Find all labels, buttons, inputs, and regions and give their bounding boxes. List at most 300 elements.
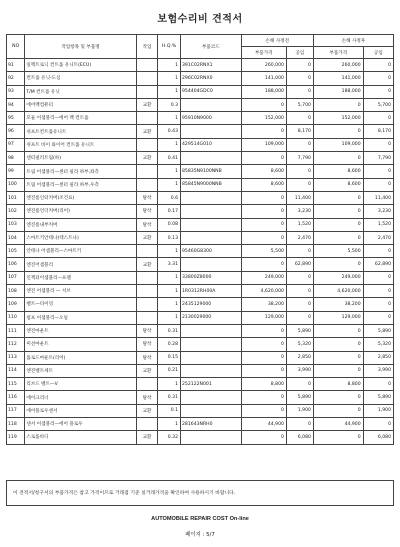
row-hq: 1 <box>158 418 181 431</box>
row-work: 교환 <box>136 98 158 111</box>
row-hq: 3.31 <box>158 258 181 271</box>
row-item: 롤로드마운트(리어) <box>25 351 136 364</box>
table-row <box>7 125 394 138</box>
row-after-part-price: 38,200 <box>313 298 363 311</box>
table-row <box>7 205 394 218</box>
row-code: 95460G8300 <box>181 245 242 258</box>
row-after-part-price: 8,600 <box>313 165 363 178</box>
table-row <box>7 245 394 258</box>
header-before-labor: 공임 <box>286 47 313 59</box>
row-no: 91 <box>7 59 25 72</box>
row-before-part-price: 0 <box>241 351 286 364</box>
row-item: 쉬프트컨트롤유니트 <box>25 125 136 138</box>
row-no: 102 <box>7 205 25 218</box>
row-item: 일렉트로닉 컨트롤 유니트(ECU) <box>25 59 136 72</box>
header-hq: H.Q.% <box>158 35 181 59</box>
row-item: 에어플로우센서 <box>25 404 136 417</box>
row-code: 954404GDC0 <box>181 85 242 98</box>
row-item: 엔진 어셈블리 — 서브 <box>25 285 136 298</box>
row-item: 트림 어셈블리—센터 필라 하부,우측 <box>25 178 136 191</box>
table-row <box>7 378 394 391</box>
row-before-labor: 0 <box>286 311 313 324</box>
row-hq: 0.43 <box>158 125 181 138</box>
row-before-part-price: 109,000 <box>241 138 286 151</box>
row-hq: 1 <box>158 245 181 258</box>
row-before-part-price: 0 <box>241 258 286 271</box>
row-after-labor: 0 <box>363 178 393 191</box>
row-before-part-price: 152,000 <box>241 112 286 125</box>
table-row <box>7 178 394 191</box>
row-work <box>136 311 158 324</box>
row-after-part-price: 249,000 <box>313 271 363 284</box>
row-code <box>181 258 242 271</box>
row-code <box>181 98 242 111</box>
row-before-part-price: 0 <box>241 125 286 138</box>
row-item: 센서 어셈블리—에어 플로우 <box>25 418 136 431</box>
row-code: 2435129000 <box>181 298 242 311</box>
row-no: 92 <box>7 72 25 85</box>
row-no: 116 <box>7 391 25 404</box>
row-before-part-price: 0 <box>241 404 286 417</box>
row-after-labor: 0 <box>363 72 393 85</box>
row-after-part-price: 0 <box>313 404 363 417</box>
row-code <box>181 205 242 218</box>
row-work: 교환 <box>136 431 158 444</box>
row-no: 119 <box>7 431 25 444</box>
row-no: 106 <box>7 258 25 271</box>
page-number: 페이지 : 5/7 <box>185 532 215 538</box>
table-row <box>7 98 394 111</box>
row-after-part-price: 0 <box>313 338 363 351</box>
row-hq: 0.31 <box>158 324 181 337</box>
row-hq: 1 <box>158 112 181 125</box>
row-before-part-price: 0 <box>241 364 286 377</box>
row-after-labor: 8,170 <box>363 125 393 138</box>
table-row <box>7 165 394 178</box>
header-code: 부품코드 <box>181 35 242 59</box>
row-hq: 1 <box>158 298 181 311</box>
row-item: 엔진룸언더커버(리어) <box>25 205 136 218</box>
row-no: 95 <box>7 112 25 125</box>
row-hq: 1 <box>158 378 181 391</box>
row-code <box>181 364 242 377</box>
row-hq: 1 <box>158 165 181 178</box>
row-no: 117 <box>7 404 25 417</box>
row-after-labor: 0 <box>363 85 393 98</box>
row-code <box>181 218 242 231</box>
row-after-part-price: 0 <box>313 364 363 377</box>
row-before-labor: 0 <box>286 112 313 125</box>
table-row <box>7 271 394 284</box>
row-hq: 0.1 <box>158 404 181 417</box>
row-code <box>181 391 242 404</box>
row-item: 엔진룸인터커버(조건표) <box>25 191 136 204</box>
table-row <box>7 231 394 244</box>
row-after-part-price: 5,500 <box>313 245 363 258</box>
row-before-labor: 6,080 <box>286 431 313 444</box>
row-work: 교환 <box>136 231 158 244</box>
row-code: 391C02RNX1 <box>181 59 242 72</box>
row-code: 85835N9100NNB <box>181 165 242 178</box>
row-no: 104 <box>7 231 25 244</box>
row-code <box>181 231 242 244</box>
row-before-labor: 3,990 <box>286 364 313 377</box>
row-no: 103 <box>7 218 25 231</box>
header-item: 작업항목 및 부품명 <box>25 35 136 59</box>
row-no: 114 <box>7 364 25 377</box>
row-after-labor: 5,700 <box>363 98 393 111</box>
row-before-labor: 0 <box>286 298 313 311</box>
row-work: 교환 <box>136 404 158 417</box>
row-after-part-price: 109,000 <box>313 138 363 151</box>
row-work: 탈착 <box>136 205 158 218</box>
row-after-labor: 1,900 <box>363 404 393 417</box>
row-hq: 0.17 <box>158 205 181 218</box>
table-body <box>7 59 394 445</box>
header-no: NO <box>7 35 25 59</box>
row-after-labor: 2,470 <box>363 231 393 244</box>
row-code <box>181 431 242 444</box>
row-before-labor: 0 <box>286 245 313 258</box>
row-hq: 0.28 <box>158 338 181 351</box>
table-row <box>7 391 394 404</box>
row-work: 탈착 <box>136 218 158 231</box>
table-row <box>7 404 394 417</box>
row-after-part-price: 8,800 <box>313 378 363 391</box>
row-after-part-price: 0 <box>313 205 363 218</box>
row-work: 교환 <box>136 125 158 138</box>
row-item: 안테나 어셈블리—스마트키 <box>25 245 136 258</box>
row-before-labor: 62,890 <box>286 258 313 271</box>
row-after-labor: 5,320 <box>363 338 393 351</box>
row-item: 스마트키안테나(텍스트나) <box>25 231 136 244</box>
row-hq: 1 <box>158 271 181 284</box>
row-before-part-price: 141,000 <box>241 72 286 85</box>
row-before-part-price: 249,000 <box>241 271 286 284</box>
header-work: 작업 <box>136 35 158 59</box>
row-after-labor: 3,230 <box>363 205 393 218</box>
row-before-part-price: 0 <box>241 205 286 218</box>
row-after-part-price: 188,000 <box>313 85 363 98</box>
row-no: 93 <box>7 85 25 98</box>
row-no: 107 <box>7 271 25 284</box>
row-work <box>136 245 158 258</box>
header-before: 손해 사정전 <box>241 35 313 47</box>
table-row <box>7 364 394 377</box>
row-before-labor: 0 <box>286 138 313 151</box>
row-no: 96 <box>7 125 25 138</box>
row-after-labor: 2,850 <box>363 351 393 364</box>
row-before-labor: 5,320 <box>286 338 313 351</box>
row-after-part-price: 0 <box>313 152 363 165</box>
row-hq: 1 <box>158 59 181 72</box>
row-item: 엔진마운트 <box>25 324 136 337</box>
row-work: 교환 <box>136 152 158 165</box>
row-before-part-price: 0 <box>241 324 286 337</box>
row-before-labor: 1,520 <box>286 218 313 231</box>
row-after-labor: 11,400 <box>363 191 393 204</box>
table-row <box>7 85 394 98</box>
row-after-labor: 1,520 <box>363 218 393 231</box>
row-after-labor: 0 <box>363 271 393 284</box>
row-after-part-price: 0 <box>313 324 363 337</box>
footer-brand: AUTOMOBILE REPAIR COST On-line <box>151 516 249 522</box>
row-hq: 0.15 <box>158 351 181 364</box>
row-after-labor: 0 <box>363 418 393 431</box>
table-row <box>7 298 394 311</box>
row-hq: 0.6 <box>158 191 181 204</box>
row-code <box>181 338 242 351</box>
row-before-part-price: 4,620,000 <box>241 285 286 298</box>
row-work <box>136 72 158 85</box>
row-hq: 0.32 <box>158 431 181 444</box>
row-before-labor: 0 <box>286 418 313 431</box>
row-work: 탈착 <box>136 351 158 364</box>
row-after-part-price: 8,600 <box>313 178 363 191</box>
row-before-part-price: 0 <box>241 231 286 244</box>
row-before-labor: 0 <box>286 285 313 298</box>
row-item: 스로틀바디 <box>25 431 136 444</box>
row-before-labor: 11,400 <box>286 191 313 204</box>
row-before-part-price: 0 <box>241 191 286 204</box>
row-before-labor: 5,890 <box>286 324 313 337</box>
row-after-labor: 5,890 <box>363 391 393 404</box>
row-code: 95910N9000 <box>181 112 242 125</box>
row-no: 94 <box>7 98 25 111</box>
row-after-part-price: 152,000 <box>313 112 363 125</box>
row-work <box>136 85 158 98</box>
row-item: 엔진어셈블리 <box>25 258 136 271</box>
row-hq: 0.21 <box>158 364 181 377</box>
row-work: 탈착 <box>136 191 158 204</box>
document-title: 보험수리비 견적서 <box>157 14 243 25</box>
row-item: 미션마운트 <box>25 338 136 351</box>
row-after-labor: 3,990 <box>363 364 393 377</box>
row-no: 110 <box>7 311 25 324</box>
estimate-table <box>6 34 394 445</box>
row-before-part-price: 44,900 <box>241 418 286 431</box>
row-code: 429514G010 <box>181 138 242 151</box>
row-before-labor: 2,470 <box>286 231 313 244</box>
row-before-part-price: 8,600 <box>241 165 286 178</box>
row-before-part-price: 5,500 <box>241 245 286 258</box>
row-after-labor: 0 <box>363 59 393 72</box>
row-before-part-price: 0 <box>241 218 286 231</box>
row-before-labor: 0 <box>286 271 313 284</box>
row-work: 교환 <box>136 364 158 377</box>
row-after-labor: 5,890 <box>363 324 393 337</box>
row-hq: 0.3 <box>158 98 181 111</box>
row-after-part-price: 0 <box>313 218 363 231</box>
row-work <box>136 418 158 431</box>
row-after-labor: 0 <box>363 378 393 391</box>
row-work <box>136 298 158 311</box>
row-before-part-price: 38,200 <box>241 298 286 311</box>
row-after-part-price: 44,900 <box>313 418 363 431</box>
header-after-part-price: 부품가격 <box>313 47 363 59</box>
row-after-labor: 0 <box>363 138 393 151</box>
row-before-labor: 0 <box>286 59 313 72</box>
row-after-part-price: 0 <box>313 431 363 444</box>
header-after-labor: 공임 <box>363 47 393 59</box>
row-before-part-price: 188,000 <box>241 85 286 98</box>
table-row <box>7 191 394 204</box>
row-work <box>136 271 158 284</box>
row-item: 에어백컴퓨터 <box>25 98 136 111</box>
row-work: 탈착 <box>136 324 158 337</box>
row-after-labor: 6,080 <box>363 431 393 444</box>
row-before-part-price: 0 <box>241 152 286 165</box>
row-hq: 0.13 <box>158 231 181 244</box>
table-row <box>7 431 394 444</box>
row-item: 컨트롤 유닛-도심 <box>25 72 136 85</box>
row-no: 112 <box>7 338 25 351</box>
table-row <box>7 218 394 231</box>
row-code: 33800Z8000 <box>181 271 242 284</box>
row-before-part-price: 0 <box>241 431 286 444</box>
row-before-labor: 0 <box>286 378 313 391</box>
row-no: 118 <box>7 418 25 431</box>
table-row <box>7 351 394 364</box>
row-code: 1R0312RH00A <box>181 285 242 298</box>
row-before-labor: 3,230 <box>286 205 313 218</box>
table-row <box>7 72 394 85</box>
row-before-labor: 7,790 <box>286 152 313 165</box>
table-row <box>7 152 394 165</box>
row-before-labor: 0 <box>286 72 313 85</box>
row-item: 엔진벨트세트 <box>25 364 136 377</box>
row-item: 센터필러트림(하) <box>25 152 136 165</box>
row-code <box>181 351 242 364</box>
row-no: 113 <box>7 351 25 364</box>
header-before-part-price: 부품가격 <box>241 47 286 59</box>
row-after-part-price: 129,000 <box>313 311 363 324</box>
row-after-part-price: 0 <box>313 391 363 404</box>
row-code <box>181 152 242 165</box>
row-item: 펌프 어셈블리—오일 <box>25 311 136 324</box>
row-after-labor: 0 <box>363 112 393 125</box>
row-after-part-price: 0 <box>313 258 363 271</box>
row-after-labor: 0 <box>363 285 393 298</box>
table-row <box>7 59 394 72</box>
row-item: 벨트—타이밍 <box>25 298 136 311</box>
row-no: 115 <box>7 378 25 391</box>
row-after-part-price: 0 <box>313 191 363 204</box>
row-before-part-price: 260,000 <box>241 59 286 72</box>
row-work: 탈착 <box>136 338 158 351</box>
row-after-labor: 62,890 <box>363 258 393 271</box>
row-hq: 0.41 <box>158 152 181 165</box>
row-after-part-price: 0 <box>313 125 363 138</box>
row-item: 트림 어셈블리—센터 필라 하부,좌측 <box>25 165 136 178</box>
row-code: 2130029000 <box>181 311 242 324</box>
row-before-part-price: 129,000 <box>241 311 286 324</box>
row-before-labor: 5,890 <box>286 391 313 404</box>
table-row <box>7 285 394 298</box>
row-no: 109 <box>7 298 25 311</box>
row-hq: 1 <box>158 178 181 191</box>
row-no: 105 <box>7 245 25 258</box>
row-work: 탈착 <box>136 391 158 404</box>
row-after-part-price: 4,620,000 <box>313 285 363 298</box>
row-before-part-price: 8,600 <box>241 178 286 191</box>
row-no: 101 <box>7 191 25 204</box>
row-work: 교환 <box>136 258 158 271</box>
row-after-labor: 0 <box>363 165 393 178</box>
row-work <box>136 285 158 298</box>
row-before-part-price: 8,800 <box>241 378 286 391</box>
table-row <box>7 418 394 431</box>
row-item: 모듈 어셈블리—에어 백 컨트롤 <box>25 112 136 125</box>
row-before-labor: 5,700 <box>286 98 313 111</box>
row-no: 97 <box>7 138 25 151</box>
table-row <box>7 311 394 324</box>
row-before-labor: 0 <box>286 178 313 191</box>
row-hq: 1 <box>158 138 181 151</box>
row-no: 99 <box>7 165 25 178</box>
row-work <box>136 378 158 391</box>
row-after-labor: 0 <box>363 311 393 324</box>
row-code: 296C02RNX0 <box>181 72 242 85</box>
row-hq: 1 <box>158 285 181 298</box>
row-after-labor: 7,790 <box>363 152 393 165</box>
disclaimer-note: 이 견적서/청구서의 부품가격은 참고 가격이므로 거래점 기준 실거래가격을 확인하여 사용하시기 바랍니다. <box>6 480 394 506</box>
row-work <box>136 112 158 125</box>
row-item: 엔진룸내부커버 <box>25 218 136 231</box>
row-hq: 1 <box>158 72 181 85</box>
row-after-part-price: 0 <box>313 231 363 244</box>
row-code: 85845N9000NNB <box>181 178 242 191</box>
row-after-part-price: 260,000 <box>313 59 363 72</box>
row-after-part-price: 0 <box>313 351 363 364</box>
row-no: 111 <box>7 324 25 337</box>
row-item: 인젝터어셈블리—프렐 <box>25 271 136 284</box>
row-before-labor: 8,170 <box>286 125 313 138</box>
header-after: 손해 사정후 <box>313 35 393 47</box>
row-hq: 1 <box>158 311 181 324</box>
row-no: 98 <box>7 152 25 165</box>
row-work <box>136 138 158 151</box>
row-work <box>136 178 158 191</box>
row-hq: 0.08 <box>158 218 181 231</box>
row-code <box>181 125 242 138</box>
row-before-part-price: 0 <box>241 391 286 404</box>
row-before-part-price: 0 <box>241 98 286 111</box>
row-code <box>181 324 242 337</box>
row-hq: 1 <box>158 85 181 98</box>
row-item: 리브드 벨트—V <box>25 378 136 391</box>
row-no: 100 <box>7 178 25 191</box>
row-after-labor: 0 <box>363 298 393 311</box>
row-before-labor: 0 <box>286 165 313 178</box>
row-before-labor: 1,900 <box>286 404 313 417</box>
row-before-labor: 0 <box>286 85 313 98</box>
row-code <box>181 191 242 204</box>
row-work <box>136 59 158 72</box>
table-row <box>7 258 394 271</box>
row-hq: 0.31 <box>158 391 181 404</box>
row-work <box>136 165 158 178</box>
row-before-labor: 2,850 <box>286 351 313 364</box>
row-no: 108 <box>7 285 25 298</box>
row-after-part-price: 141,000 <box>313 72 363 85</box>
row-before-part-price: 0 <box>241 338 286 351</box>
row-after-part-price: 0 <box>313 98 363 111</box>
row-item: 에어크리너 <box>25 391 136 404</box>
table-row <box>7 138 394 151</box>
table-row <box>7 324 394 337</box>
row-after-labor: 0 <box>363 245 393 258</box>
